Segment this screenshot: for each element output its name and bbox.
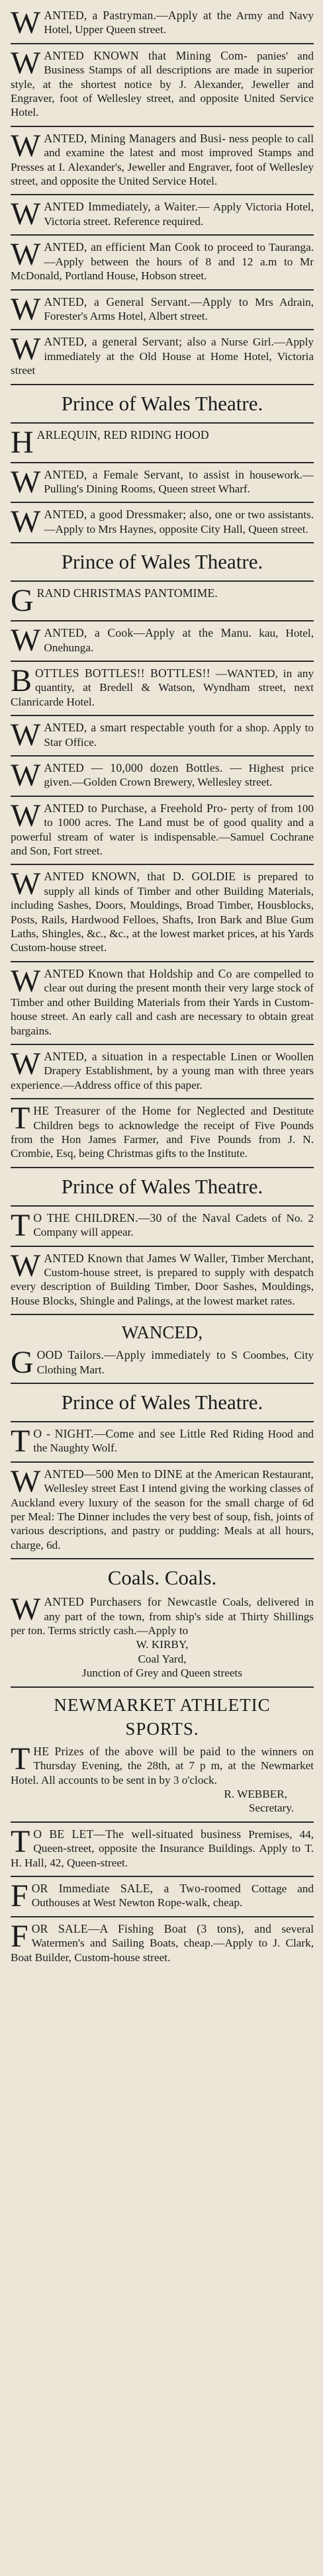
ad-signature-name: W. KIRBY, — [136, 1638, 189, 1651]
ad-first-line: ANTED Immediately, a Waiter.— — [44, 200, 210, 214]
ad-body: panies' and Business Stamps of all descriptions are made in superior style, at the shortest notice by J. Alexander, Jeweller and Engraver, foot of Wellesley street, and opposite United Service Hotel. — [11, 49, 314, 119]
drop-cap: W — [11, 717, 41, 753]
ad-body: are compelled to clear out during the present month their very large stock of Timber and other Building Materials from their Yards in Custom-house street. An early call and cash are necessary to obtain great bargains. — [11, 967, 314, 1037]
ad-body: a Nurse Girl.—Apply immediately at the Old House at Home Hotel, Victoria street — [11, 336, 314, 377]
ad-first-line: ANTED, a good Dressmaker; also, one — [44, 508, 232, 522]
ad-first-line: ANTED—500 Men to DINE at the — [44, 1467, 212, 1481]
ad-first-line: ANTED KNOWN that Mining Com- — [44, 48, 248, 62]
ad-body: —WANTED, in any quantity, at Bredell & Watson, Wyndham street, next Clanricarde Hotel. — [11, 667, 314, 708]
ad-first-line: ANTED, Mining Managers and Busi- — [44, 131, 226, 145]
ad-signature-name: R. WEBBER, — [224, 1787, 287, 1800]
ad-female-servant — [11, 463, 314, 501]
drop-cap: F — [11, 1878, 28, 1913]
section-heading: SPORTS. — [125, 1718, 199, 1739]
ad-first-line: HE Treasurer of the Home for Neglected — [33, 1104, 246, 1118]
ad-body: winners on Thursday Evening, the 28th, at 7 p m, at the Newmarket Hotel. All accounts to be sent in by 3 o'clock. — [11, 1745, 314, 1786]
ad-body: Timber Merchant, Custom-house street, is prepared to supply with despatch every description of Building Timber, Door Sashes, Mouldings, House Blocks, Shingle and Palings, at the lowest market rates. — [11, 1252, 314, 1307]
drop-cap: W — [11, 1463, 41, 1499]
ad-body: and Destitute Children begs to acknowledge the receipt of Five Pounds from the Hon James Farmer, and Five Pounds from J. N. Crombie, Esq, being Christmas gifts to the Institute. — [11, 1105, 314, 1160]
ad-500-men-dine — [11, 1463, 314, 1557]
ad-pastryman — [11, 4, 314, 42]
ad-body: kau, Hotel, Onehunga. — [44, 627, 314, 654]
ad-first-line: ANTED Purchasers for Newcastle — [44, 1595, 217, 1609]
ad-man-cook — [11, 236, 314, 287]
wanted-heading: WANCED, — [121, 1322, 203, 1343]
ad-first-line: ANTED, a Cook—Apply at the Manu. — [44, 626, 252, 640]
drop-cap: T — [11, 1744, 30, 1776]
drop-cap: W — [11, 45, 41, 81]
section-heading: Prince of Wales Theatre. — [61, 1174, 263, 1198]
ad-body: Cottage and Outhouses at West Newton Rope-walk, cheap. — [31, 1882, 314, 1909]
ad-to-let — [11, 1823, 314, 1874]
drop-cap: T — [11, 1823, 30, 1859]
ad-tailors — [11, 1348, 314, 1381]
ad-first-line: OR Immediate SALE, a Two-roomed — [31, 1881, 241, 1895]
ad-first-line: OTTLES BOTTLES!! BOTTLES!! — [35, 666, 210, 680]
ad-body: perty of from 100 to 1000 acres. The Land must be of good quality and a powerful stream of water is indispensable.—Samuel Cochrane and Son, Fort street. — [11, 802, 314, 858]
drop-cap: W — [11, 963, 41, 999]
ad-body: proceed to Tauranga.—Apply between the hours of 8 and 12 a.m to Mr McDonald, Portland House, Hobson street. — [11, 241, 314, 283]
ad-first-line: HE Prizes of the above will be paid to the — [33, 1744, 256, 1758]
ad-body: a shop. Apply to Star Office. — [44, 721, 314, 749]
ad-first-line: ANTED Known that James W Waller, — [44, 1251, 228, 1265]
ad-first-line: ANTED, a general Servant; also — [44, 335, 207, 349]
ad-signature-title: Secretary. — [248, 1802, 294, 1815]
section-heading: Prince of Wales Theatre. — [61, 550, 263, 574]
drop-cap: W — [11, 237, 41, 273]
ad-holdship — [11, 962, 314, 1042]
drop-cap: W — [11, 1595, 41, 1628]
drop-cap: W — [11, 332, 41, 367]
ad-first-line: O - NIGHT.—Come and see Little — [33, 1427, 206, 1440]
ad-body: ness people to call and examine the latest and most improved Stamps and Presses at I. Alexander's, Jeweller and Engraver, foot of Wellesley street, and opposite the United Service Hotel. — [11, 132, 314, 188]
ad-first-line: ANTED, a Female Servant, to assist in — [44, 467, 245, 481]
ad-waller-timber — [11, 1247, 314, 1313]
ad-first-line: ANTED, a smart respectable youth for — [44, 721, 234, 735]
ad-coals — [11, 1595, 314, 1684]
section-heading: Prince of Wales Theatre. — [61, 391, 263, 415]
ad-drapery-situation — [11, 1045, 314, 1097]
ad-first-line: ANTED to Purchase, a Freehold Pro- — [44, 801, 228, 815]
ad-body: Army and Navy Hotel, Upper Queen street. — [44, 9, 314, 36]
ad-signature-line: Junction of Grey and Queen streets — [82, 1667, 242, 1680]
ad-first-line: ANTED, a situation in a respectable — [44, 1049, 226, 1063]
drop-cap: W — [11, 1046, 41, 1081]
ad-dressmaker — [11, 503, 314, 541]
ad-first-line: OOD Tailors.—Apply immediately to — [36, 1348, 226, 1362]
ad-first-line: ANTED, a Pastryman.—Apply at the — [44, 9, 232, 22]
ad-nurse-girl — [11, 330, 314, 382]
drop-cap: W — [11, 623, 41, 659]
drop-cap: G — [11, 583, 34, 619]
ad-first-line: ANTED, an efficient Man Cook to — [44, 240, 214, 254]
ad-first-line: O BE LET—The well-situated business — [33, 1827, 242, 1841]
ad-tonight — [11, 1422, 314, 1460]
ad-first-line: OR SALE—A Fishing Boat (3 tons), and — [31, 1921, 272, 1935]
ad-first-line: ANTED — 10,000 dozen Bottles. — — [44, 761, 242, 774]
ad-goldie-timber — [11, 865, 314, 959]
drop-cap: W — [11, 5, 41, 40]
ad-youth-shop — [11, 716, 314, 754]
ad-body: Highest price given.—Golden Crown Brewery, Wellesley street. — [44, 762, 314, 789]
drop-cap: B — [11, 663, 32, 698]
ad-body: housework.—Pulling's Dining Rooms, Queen street Wharf. — [44, 468, 314, 495]
section-heading: Prince of Wales Theatre. — [61, 1391, 263, 1414]
drop-cap: W — [11, 758, 41, 793]
ad-10000-bottles — [11, 757, 314, 794]
ad-waiter — [11, 195, 314, 233]
ad-body: several Watermen's and Sailing Boats, cheap.—Apply to J. Clark, Boat Builder, Custom-house street. — [11, 1922, 314, 1964]
ad-body: Apply Victoria Hotel, Victoria street. Reference required. — [44, 201, 314, 228]
ad-signature-line: Coal Yard, — [138, 1652, 187, 1665]
ad-body: or two assistants.—Apply to Mrs Haynes, opposite City Hall, Queen street. — [44, 508, 314, 535]
drop-cap: W — [11, 866, 41, 902]
drop-cap: T — [11, 1424, 30, 1459]
ad-mining-stamps — [11, 44, 314, 124]
ad-fishing-boat — [11, 1917, 314, 1969]
drop-cap: W — [11, 128, 41, 163]
section-heading: NEWMARKET ATHLETIC — [54, 1694, 271, 1715]
ad-bottles — [11, 662, 314, 713]
ad-first-line: ANTED, a General Servant.—Apply to — [44, 295, 248, 308]
ad-pantomime — [11, 582, 314, 619]
ad-body: Linen or Woollen Drapery Establishment, by a young man with three years experience.—Address office of this paper. — [11, 1050, 314, 1091]
ad-first-line: ARLEQUIN, RED RIDING HOOD — [36, 428, 209, 441]
ad-freehold — [11, 797, 314, 863]
ad-children-cadets — [11, 1207, 314, 1244]
drop-cap: T — [11, 1101, 30, 1136]
ad-body: Premises, 44, Queen-street, opposite the Insurance Buildings. Apply to T. H. Hall, 42, Queen-street. — [11, 1827, 314, 1869]
ad-harlequin — [11, 424, 314, 461]
ad-first-line: ANTED KNOWN, that D. GOLDIE — [44, 870, 236, 884]
ad-newmarket-prizes — [11, 1745, 314, 1820]
drop-cap: W — [11, 464, 41, 500]
drop-cap: W — [11, 291, 41, 327]
ad-body: Cadets of No. 2 Company will appear. — [33, 1211, 314, 1239]
ad-cottage-sale — [11, 1877, 314, 1915]
ad-first-line: O THE CHILDREN.—30 of the Naval — [33, 1211, 231, 1224]
ad-body: Mrs Adrain, Forester's Arms Hotel, Albert street. — [44, 295, 314, 322]
drop-cap: W — [11, 798, 41, 833]
ad-general-servant — [11, 291, 314, 328]
drop-cap: G — [11, 1348, 34, 1381]
ad-cook-onehunga — [11, 621, 314, 659]
ad-body: American Restaurant, Wellesley street East I intend giving the working classes of Auckland every luxury of the season for the small charge of 6d per Meal: The Dinner includes the very best of soup, fish, joints of various descriptions, and pastry or pudding: Meals at all hours, charge, 6d. — [11, 1467, 314, 1551]
ad-first-line: ANTED Known that Holdship and Co — [44, 966, 232, 980]
drop-cap: T — [11, 1207, 30, 1243]
drop-cap: W — [11, 197, 41, 232]
ad-body: is prepared to supply all kinds of Timber and other Building Materials, including Sashes, Doors, Mouldings, Broad Timber, Housblocks, Posts, Rails, Hardwood Felloes, Shafts, Iron Bark and Blue Gum Laths, Shingles, &c., &c., at the lowest market prices, at his Yards Custom-house street. — [11, 870, 314, 954]
ad-home-treasurer — [11, 1099, 314, 1166]
drop-cap: F — [11, 1918, 28, 1954]
drop-cap: H — [11, 424, 34, 460]
ad-body: S Coombes, City Clothing Mart. — [36, 1349, 314, 1376]
section-heading: Coals. Coals. — [107, 1566, 217, 1590]
drop-cap: W — [11, 1248, 41, 1283]
ad-mining-managers — [11, 127, 314, 193]
ad-body: Coals, delivered in any part of the town, from ship's side at Thirty Shillings per ton. Terms strictly cash.—Apply to — [11, 1596, 314, 1637]
ad-body: Red Riding Hood and the Naughty Wolf. — [33, 1428, 314, 1455]
drop-cap: W — [11, 504, 41, 540]
ad-first-line: RAND CHRISTMAS PANTOMIME. — [36, 586, 218, 600]
